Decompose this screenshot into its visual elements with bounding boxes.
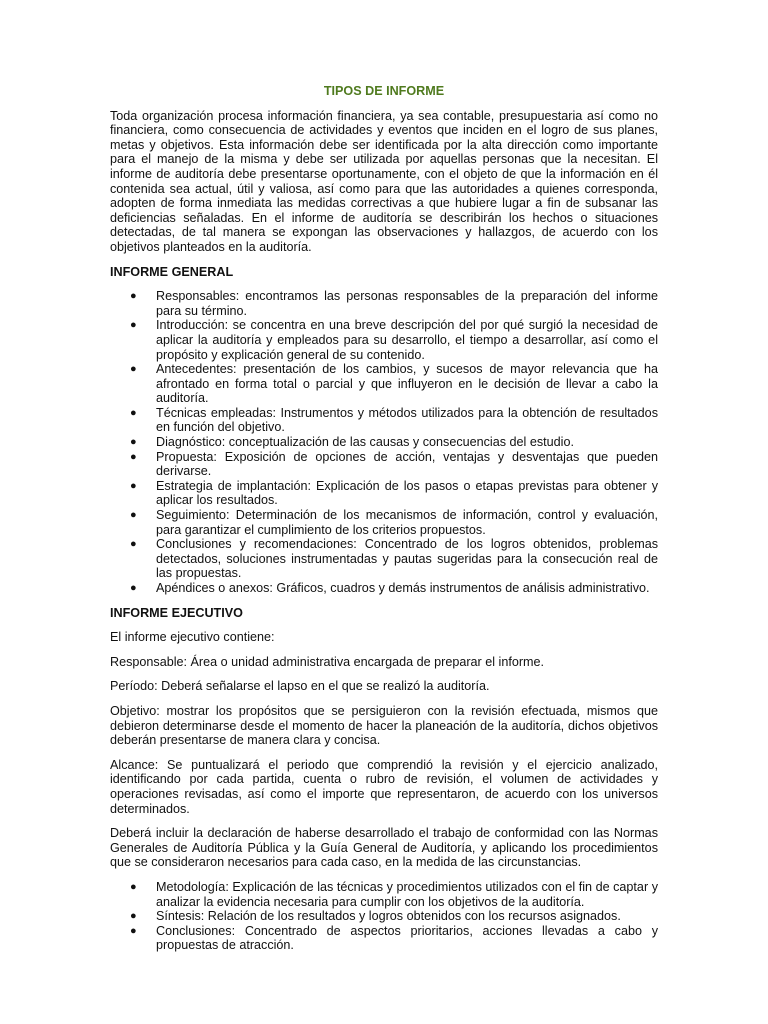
- list-item-text: Introducción: se concentra en una breve descripción del por qué surgió la necesidad de aplicar la auditoría y empleados para su desarrollo, el tiempo a desarrollar, así como el propósito y explicación general de su contenido.: [156, 318, 658, 362]
- bullet-icon: ●: [130, 910, 137, 923]
- list-item-text: Apéndices o anexos: Gráficos, cuadros y demás instrumentos de análisis administrativo.: [156, 581, 650, 595]
- bullet-icon: ●: [130, 450, 137, 463]
- list-item-text: Diagnóstico: conceptualización de las causas y consecuencias del estudio.: [156, 435, 574, 450]
- list-item: [110, 909, 658, 924]
- intro-paragraph: Toda organización procesa información financiera, ya sea contable, presupuestaria así como no financiera, como consecuencia de actividades y eventos que inciden en el logro de sus planes, metas y objetivos. Esta información debe ser identificada por la alta dirección como importante para el manejo de la misma y debe ser utilizada por aquellas personas que la necesitan. El informe de auditoría debe presentarse oportunamente, con el objeto de que la información en él contenida sea actual, útil y valiosa, así como para que las autoridades a quienes corresponda, adopten de forma inmediata las medidas correctivas a que hubiere lugar a fin de subsanar las deficiencias señaladas. En el informe de auditoría se describirán los hechos o situaciones detectadas, de tal manera se expongan las observaciones y hallazgos, de acuerdo con los objetivos planteados en la auditoría.: [110, 108, 658, 254]
- list-item-text: Conclusiones: Concentrado de aspectos prioritarios, acciones llevadas a cabo y propuestas de atracción.: [156, 923, 658, 953]
- section-heading-general: INFORME GENERAL: [110, 264, 234, 279]
- bullet-icon: ●: [130, 290, 137, 303]
- list-item: [110, 435, 658, 450]
- ejecutivo-paragraph: El informe ejecutivo contiene:: [110, 630, 275, 645]
- general-list: [110, 289, 658, 595]
- ejecutivo-list: [110, 880, 658, 953]
- list-item: [110, 362, 658, 406]
- list-item: [110, 289, 658, 318]
- bullet-icon: ●: [130, 582, 137, 594]
- list-item: [110, 924, 658, 953]
- list-item: [110, 880, 658, 909]
- list-item-text: Estrategia de implantación: Explicación de los pasos o etapas previstas para obtener y aplicar los resultados.: [156, 478, 658, 508]
- bullet-icon: ●: [130, 319, 137, 332]
- list-item-text: Seguimiento: Determinación de los mecanismos de información, control y evaluación, para garantizar el cumplimiento de los criterios propuestos.: [156, 508, 658, 537]
- ejecutivo-paragraph: Alcance: Se puntualizará el periodo que comprendió la revisión y el ejercicio analizado, identificando por cada partida, cuenta o rubro de revisión, el volumen de actividades y operaciones revisadas, así como el importe que representaron, de acuerdo con los universos determinados.: [110, 757, 658, 816]
- list-item-text: Responsables: encontramos las personas responsables de la preparación del informe para su término.: [156, 289, 658, 318]
- document-title: TIPOS DE INFORME: [323, 84, 445, 98]
- list-item: [110, 450, 658, 479]
- ejecutivo-paragraph: Deberá incluir la declaración de haberse desarrollado el trabajo de conformidad con las Normas Generales de Auditoría Pública y la Guía General de Auditoría, y aplicando los procedimientos que se consideraron necesarios para cada caso, en la medida de las circunstancias.: [110, 826, 658, 870]
- list-item: [110, 479, 658, 508]
- list-item: [110, 537, 658, 581]
- list-item: [110, 318, 658, 362]
- bullet-icon: ●: [130, 509, 137, 522]
- document-page: [110, 84, 658, 963]
- list-item-text: Síntesis: Relación de los resultados y logros obtenidos con los recursos asignados.: [156, 909, 621, 924]
- bullet-icon: ●: [130, 880, 137, 893]
- list-item-text: Antecedentes: presentación de los cambios, y sucesos de mayor relevancia que ha afrontado en forma total o parcial y que influyeron en le decisión de llevar a cabo la auditoría.: [156, 362, 658, 406]
- list-item-text: Conclusiones y recomendaciones: Concentrado de los logros obtenidos, problemas detectados, soluciones instrumentadas y pautas sugeridas para la consecución real de las propuestas.: [156, 537, 658, 581]
- ejecutivo-paragraph: Período: Deberá señalarse el lapso en el que se realizó la auditoría.: [110, 679, 490, 694]
- ejecutivo-paragraph: Responsable: Área o unidad administrativa encargada de preparar el informe.: [110, 654, 545, 669]
- bullet-icon: ●: [130, 406, 137, 419]
- bullet-icon: ●: [130, 479, 137, 492]
- list-item-text: Técnicas empleadas: Instrumentos y métodos utilizados para la obtención de resultados en función del objetivo.: [156, 405, 658, 435]
- list-item-text: Propuesta: Exposición de opciones de acción, ventajas y desventajas que pueden derivarse.: [156, 449, 658, 479]
- list-item: [110, 508, 658, 537]
- bullet-icon: ●: [130, 363, 137, 376]
- bullet-icon: ●: [130, 924, 137, 937]
- bullet-icon: ●: [130, 436, 137, 449]
- list-item: [110, 406, 658, 435]
- list-item-text: Metodología: Explicación de las técnicas y procedimientos utilizados con el fin de captar y analizar la evidencia necesaria para cumplir con los objetivos de la auditoría.: [156, 879, 658, 909]
- section-heading-ejecutivo: INFORME EJECUTIVO: [110, 605, 243, 620]
- list-item: [110, 581, 658, 596]
- bullet-icon: ●: [130, 538, 137, 551]
- ejecutivo-paragraph: Objetivo: mostrar los propósitos que se persiguieron con la revisión efectuada, mismos que debieron determinarse desde el momento de hacer la planeación de la auditoría, dichos objetivos deberán presentarse de manera clara y concisa.: [110, 703, 658, 748]
